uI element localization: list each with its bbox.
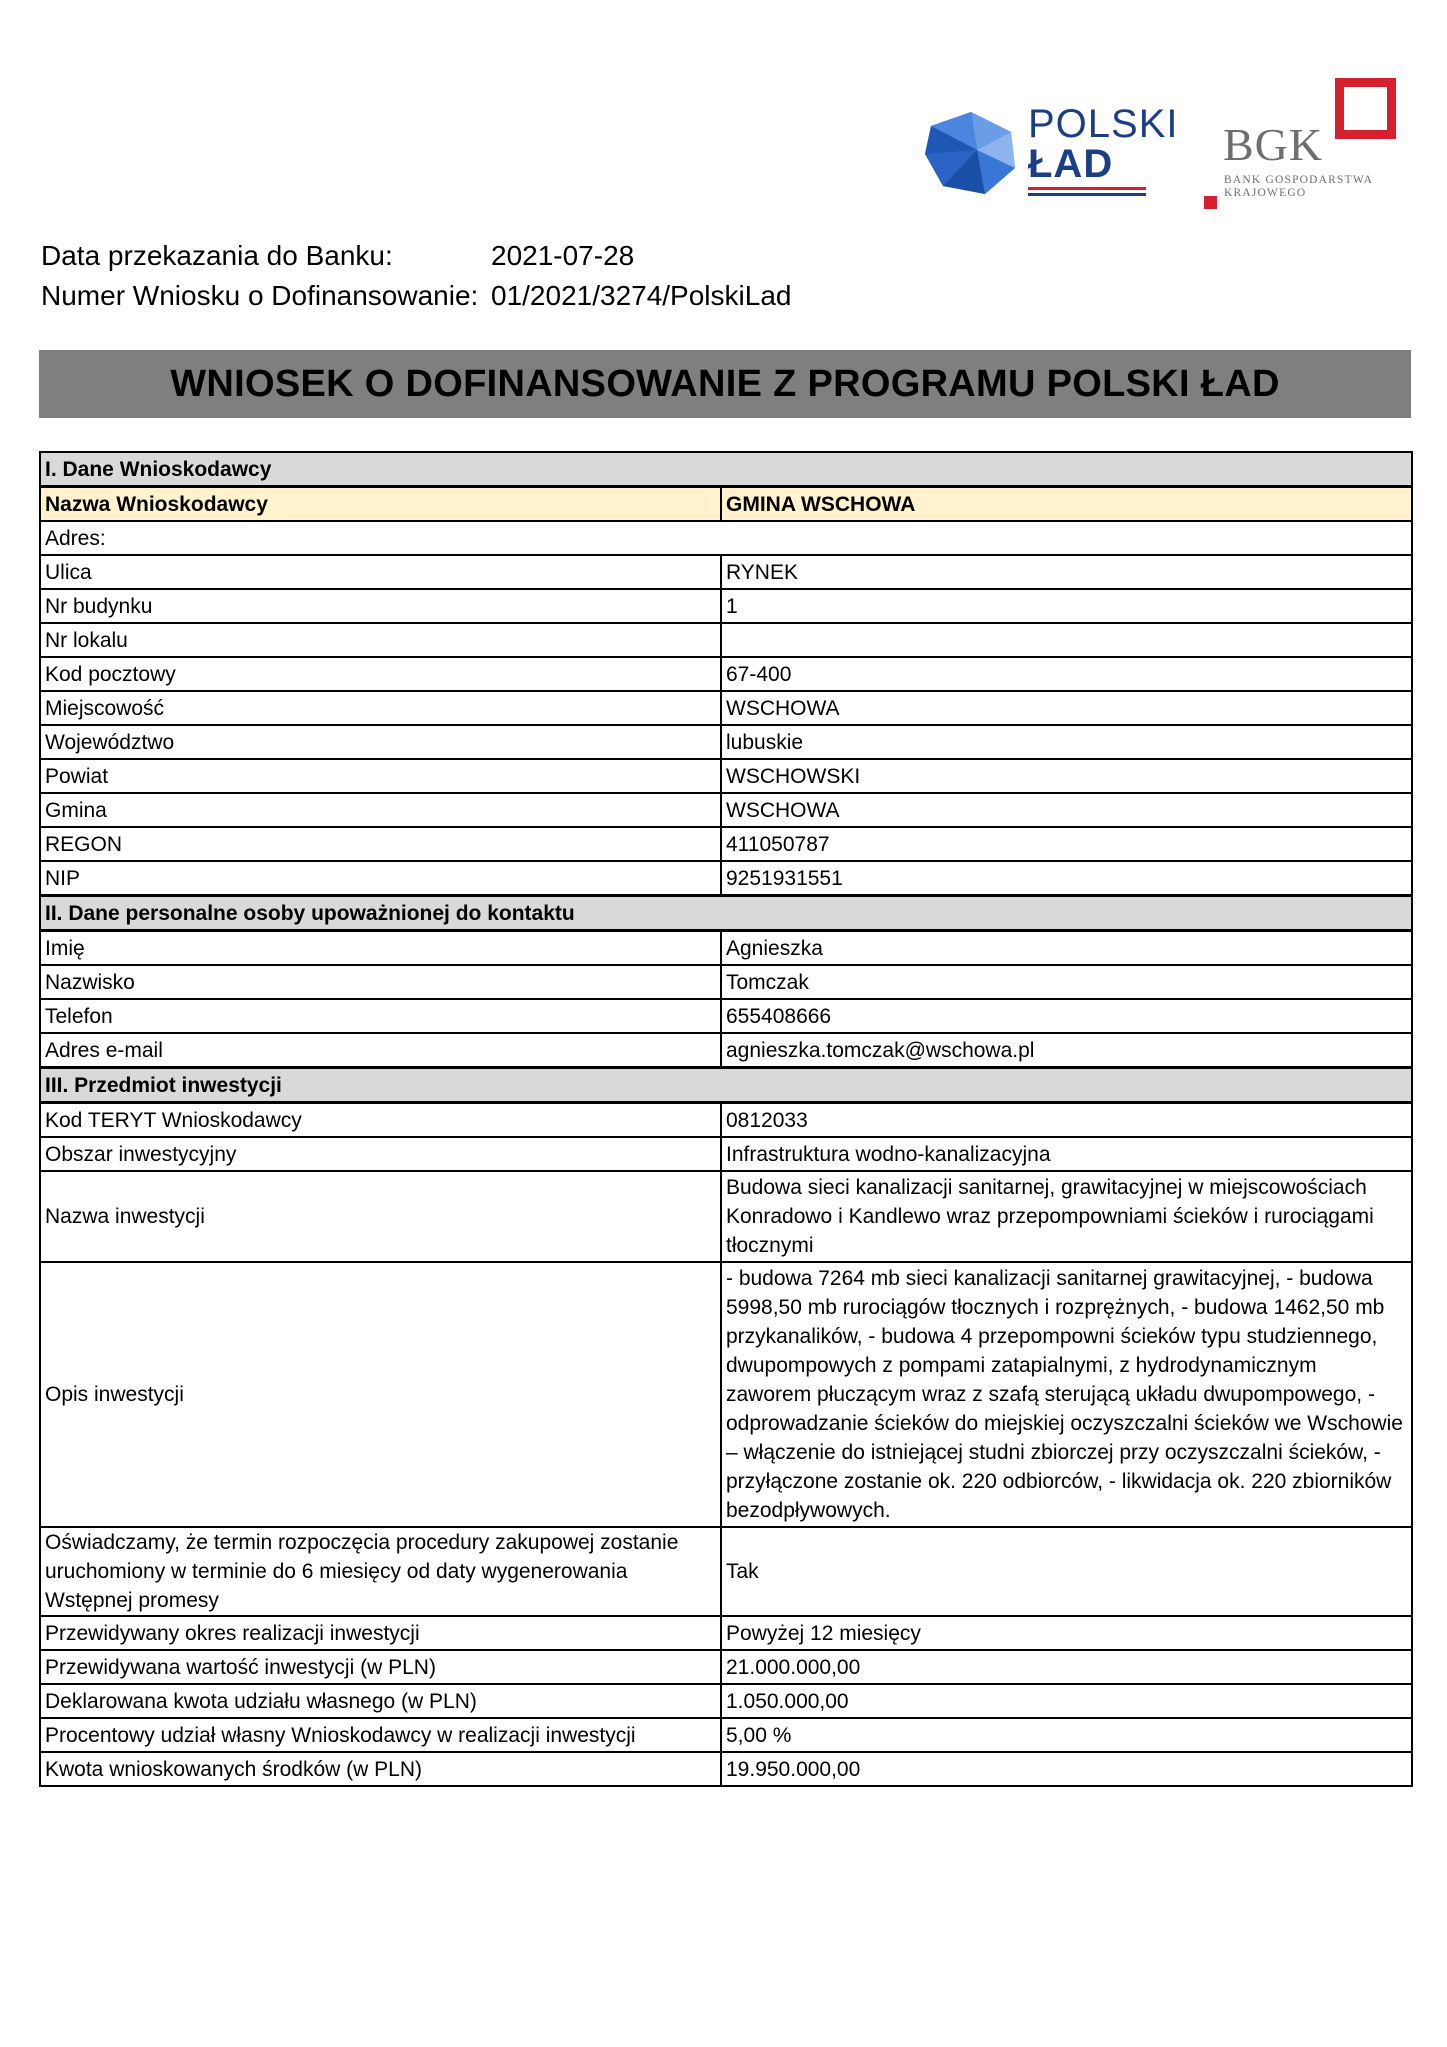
row-value: 5,00 % xyxy=(726,1723,792,1747)
row-value: 1 xyxy=(726,594,738,618)
row-label: Nr budynku xyxy=(41,590,722,622)
row-value xyxy=(722,624,1411,656)
row-label: Imię xyxy=(41,932,722,964)
polski-lad-logo xyxy=(925,102,1179,200)
table-row xyxy=(41,1526,1411,1615)
table-row xyxy=(41,1683,1411,1717)
table-row xyxy=(41,1170,1411,1261)
row-value: 0812033 xyxy=(726,1108,808,1132)
row-value: Tak xyxy=(726,1560,759,1583)
row-value: 411050787 xyxy=(726,832,830,856)
table-row xyxy=(41,1261,1411,1526)
row-label: Opis inwestycji xyxy=(41,1263,722,1526)
number-value: 01/2021/3274/PolskiLad xyxy=(491,280,792,311)
row-label: Miejscowość xyxy=(41,692,722,724)
table-row xyxy=(41,1101,1411,1136)
row-value: 67-400 xyxy=(726,662,792,686)
row-label: Nazwisko xyxy=(41,966,722,998)
table-row xyxy=(41,964,1411,998)
page-title: WNIOSEK O DOFINANSOWANIE Z PROGRAMU POLSKI ŁAD xyxy=(170,362,1280,405)
row-label: Nr lokalu xyxy=(41,624,722,656)
table-row xyxy=(41,690,1411,724)
title-bar xyxy=(39,350,1411,418)
row-value: lubuskie xyxy=(726,730,804,754)
row-value: RYNEK xyxy=(726,560,798,584)
table-row xyxy=(41,1136,1411,1170)
row-value: Powyżej 12 miesięcy xyxy=(726,1621,921,1645)
section-1-heading: I. Dane Wnioskodawcy xyxy=(41,451,1411,485)
table-row xyxy=(41,588,1411,622)
row-label: REGON xyxy=(41,828,722,860)
polski-lad-flag-stripes xyxy=(1028,187,1146,199)
row-label: Kwota wnioskowanych środków (w PLN) xyxy=(41,1753,722,1785)
row-label: Obszar inwestycyjny xyxy=(41,1138,722,1170)
document-meta xyxy=(41,236,791,316)
row-label: NIP xyxy=(41,862,722,894)
table-row xyxy=(41,554,1411,588)
row-value: agnieszka.tomczak@wschowa.pl xyxy=(726,1038,1035,1062)
table-row xyxy=(41,860,1411,894)
table-row xyxy=(41,1615,1411,1649)
row-label: Adres e-mail xyxy=(41,1034,722,1066)
row-value: WSCHOWSKI xyxy=(726,764,861,788)
row-label: Oświadczamy, że termin rozpoczęcia procedury zakupowej zostanie uruchomiony w terminie do 6 miesięcy od daty wygenerowania Wstępnej promesy xyxy=(41,1528,722,1615)
row-label: Telefon xyxy=(41,1000,722,1032)
table-row xyxy=(41,826,1411,860)
table-row xyxy=(41,1717,1411,1751)
row-label: Przewidywany okres realizacji inwestycji xyxy=(41,1617,722,1649)
polski-lad-wordmark xyxy=(1028,104,1179,184)
row-label: Procentowy udział własny Wnioskodawcy w realizacji inwestycji xyxy=(41,1719,722,1751)
meta-number-row xyxy=(41,276,791,316)
table-row xyxy=(41,998,1411,1032)
table-row xyxy=(41,622,1411,656)
row-value: - budowa 7264 mb sieci kanalizacji sanitarnej grawitacyjnej, - budowa 5998,50 mb rurociągów tłocznych i rozprężnych, - budowa 1462,50 mb przykanalików, - budowa 4 przepompowni ścieków typu studziennego, dwupompowych z pompami zatapialnymi, z hydrodynamicznym zaworem płuczącym wraz z szafą sterującą układu dwupompowego, -odprowadzanie ścieków do miejskiej oczyszczalni ścieków we Wschowie – włączenie do istniejącej studni zbiorczej przy oczyszczalni ścieków, - przyłączone zostanie ok. 220 odbiorców, - likwidacja ok. 220 zbiorników bezodpływowych. xyxy=(726,1267,1403,1522)
table-row xyxy=(41,724,1411,758)
table-row xyxy=(41,1649,1411,1683)
table-row xyxy=(41,656,1411,690)
section-2-heading: II. Dane personalne osoby upoważnionej do kontaktu xyxy=(41,894,1411,929)
section-3-heading: III. Przedmiot inwestycji xyxy=(41,1066,1411,1101)
table-row-address xyxy=(41,520,1411,554)
polski-lad-emblem-icon xyxy=(925,110,1017,196)
row-value: WSCHOWA xyxy=(726,696,840,720)
row-value: 9251931551 xyxy=(726,866,843,890)
row-value: 655408666 xyxy=(726,1004,832,1028)
table-row xyxy=(41,929,1411,964)
table-row xyxy=(41,1032,1411,1066)
bgk-logo xyxy=(1200,74,1400,214)
polski-lad-line1: POLSKI xyxy=(1028,102,1179,146)
address-label: Adres: xyxy=(45,526,106,550)
date-label: Data przekazania do Banku: xyxy=(41,240,393,271)
table-row xyxy=(41,758,1411,792)
row-value: 21.000.000,00 xyxy=(726,1655,861,1679)
table-row xyxy=(41,1751,1411,1785)
row-value: WSCHOWA xyxy=(726,798,840,822)
row-value: Agnieszka xyxy=(726,936,823,960)
row-value: Budowa sieci kanalizacji sanitarnej, grawitacyjnej w miejscowościach Konradowo i Kandlewo wraz przepompowniami ścieków i rurociągami tłocznymi xyxy=(726,1176,1374,1257)
bgk-square-icon xyxy=(1335,78,1396,139)
row-label: Ulica xyxy=(41,556,722,588)
date-value: 2021-07-28 xyxy=(491,240,635,271)
row-label: Kod TERYT Wnioskodawcy xyxy=(41,1104,722,1136)
row-label: Deklarowana kwota udziału własnego (w PLN) xyxy=(41,1685,722,1717)
row-value: Tomczak xyxy=(726,970,809,994)
row-label: Przewidywana wartość inwestycji (w PLN) xyxy=(41,1651,722,1683)
bgk-subtitle: BANK GOSPODARSTWA KRAJOWEGO xyxy=(1224,174,1374,199)
row-label: Kod pocztowy xyxy=(41,658,722,690)
row-label: Gmina xyxy=(41,794,722,826)
application-form xyxy=(39,451,1413,1787)
applicant-name-value: GMINA WSCHOWA xyxy=(726,492,916,516)
bgk-small-square-icon xyxy=(1204,196,1217,209)
row-label: Nazwa inwestycji xyxy=(41,1172,722,1261)
row-value: Infrastruktura wodno-kanalizacyjna xyxy=(726,1142,1051,1166)
table-row xyxy=(41,792,1411,826)
polski-lad-line2: ŁAD xyxy=(1028,142,1114,186)
table-row-applicant-name xyxy=(41,485,1411,520)
number-label: Numer Wniosku o Dofinansowanie: xyxy=(41,280,479,311)
row-label: Powiat xyxy=(41,760,722,792)
row-value: 1.050.000,00 xyxy=(726,1689,849,1713)
meta-date-row xyxy=(41,236,791,276)
applicant-name-label: Nazwa Wnioskodawcy xyxy=(41,488,722,520)
row-label: Województwo xyxy=(41,726,722,758)
row-value: 19.950.000,00 xyxy=(726,1757,861,1781)
bgk-name: BGK xyxy=(1223,119,1324,170)
